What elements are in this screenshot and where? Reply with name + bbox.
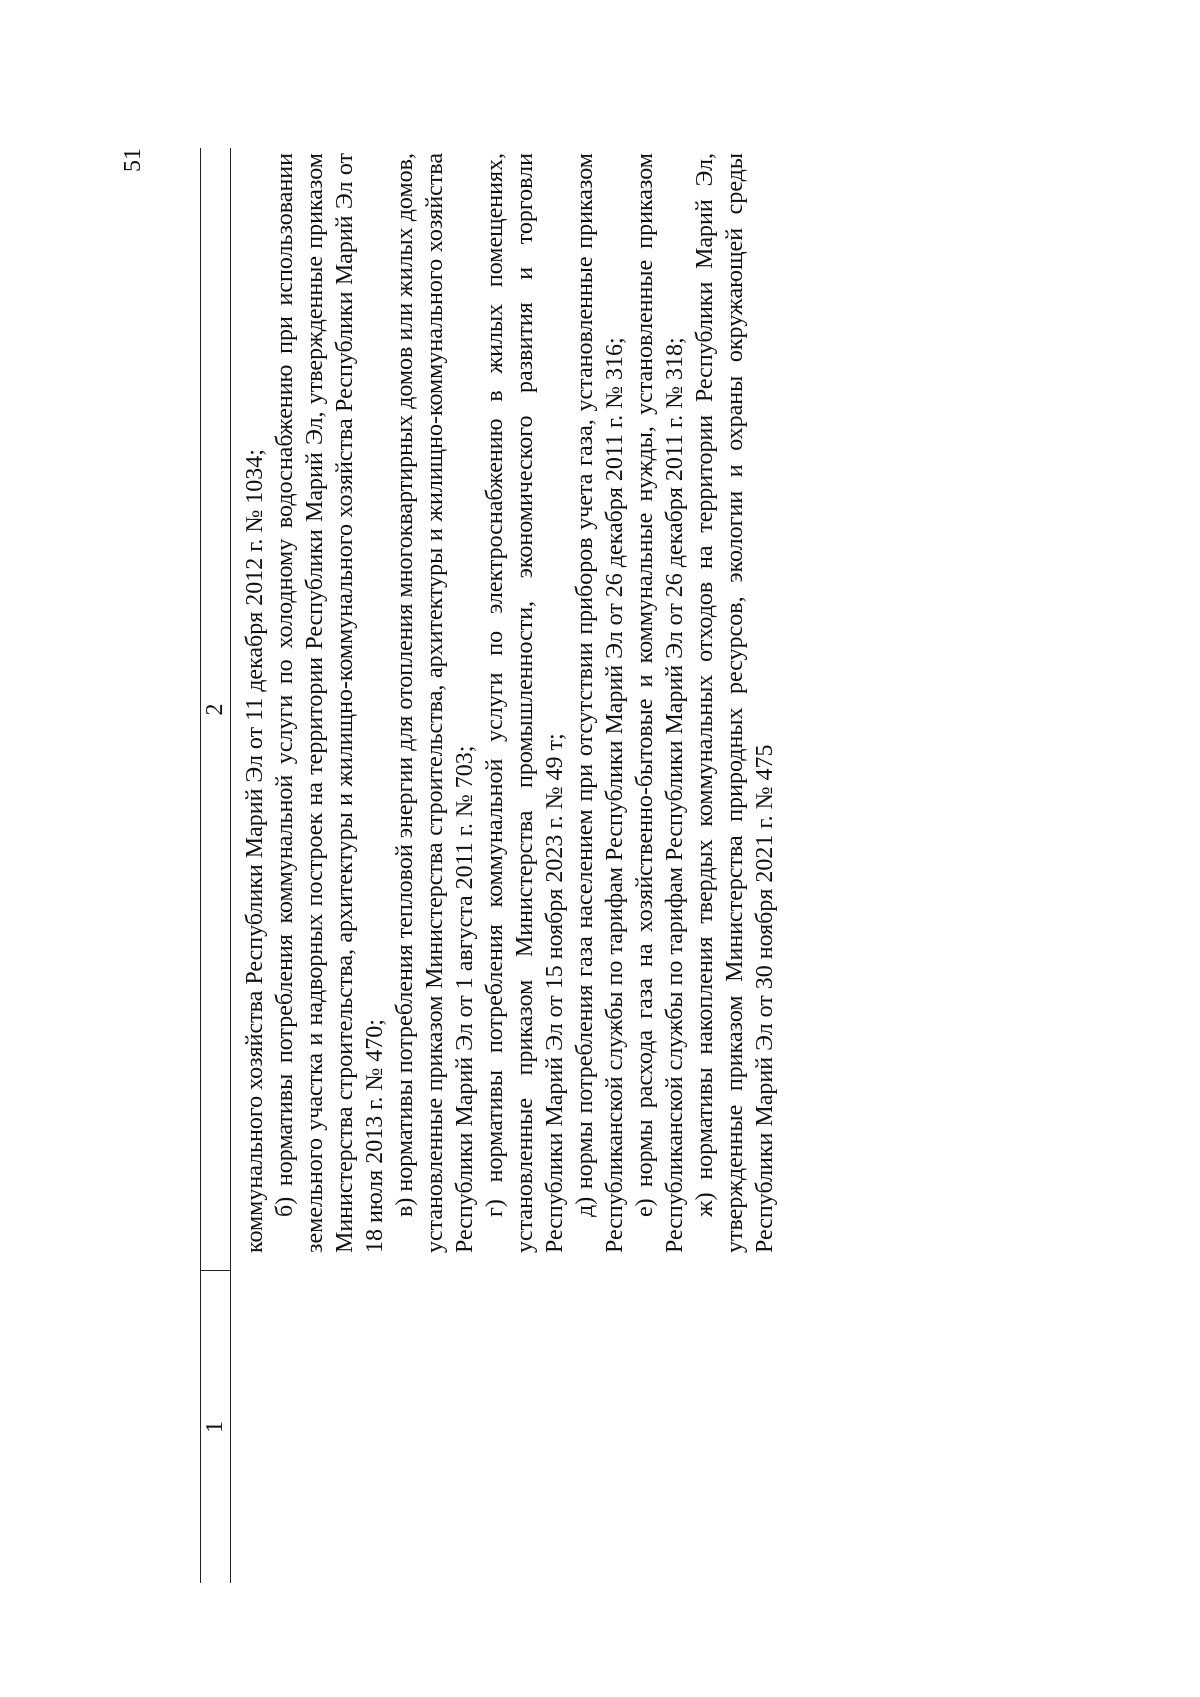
paragraph-b: б) нормативы потребления коммунальной услуги по холодному водоснабжению при использовании земельного участка и надворных построек на территории Республики Марий Эл, утвержденные приказом Министерства строительства, архитектуры и жилищно-коммунального хозяйства Республики Марий Эл от 18 июля 2013 г. № 470; [272,153,388,1253]
paragraph-e: е) нормы расхода газа на хозяйственно-бытовые и коммунальные нужды, установленные приказом Республиканской службы по тарифам Республики Марий Эл от 26 декабря 2011 г. № 318; [632,153,688,1253]
column-header-1: 1 [202,1421,228,1433]
paragraph-continuation: коммунального хозяйства Республики Марий Эл от 11 декабря 2012 г. № 1034; [242,449,268,1253]
table-top-border [200,148,201,1583]
column-2-content [240,153,780,1253]
paragraph-d: д) нормы потребления газа населением при отсутствии приборов учета газа, установленные приказом Республиканской службы по тарифам Республики Марий Эл от 26 декабря 2011 г. № 316; [572,153,628,1253]
paragraph-v: в) нормативы потребления тепловой энергии для отопления многоквартирных домов или жилых домов, установленные приказом Министерства строительства, архитектуры и жилищно-коммунального хозяйства Республики Марий Эл от 1 августа 2011 г. № 703; [392,153,478,1253]
page-number: 51 [120,148,146,172]
column-header-2: 2 [202,703,228,716]
paragraph-g: г) нормативы потребления коммунальной услуги по электроснабжению в жилых помещениях, установленные приказом Министерства промышленности, экономического развития и торговли Республики Марий Эл от 15 ноября 2023 г. № 49 т; [482,153,568,1253]
table-header-border [230,148,231,1583]
rotated-page [120,148,970,1583]
document-table [200,148,970,1583]
paragraph-zh: ж) нормативы накопления твердых коммунальных отходов на территории Республики Марий Эл, утвержденные приказом Министерства природных ресурсов, экологии и охраны окружающей среды Республики Марий Эл от 30 ноября 2021 г. № 475 [692,153,778,1253]
